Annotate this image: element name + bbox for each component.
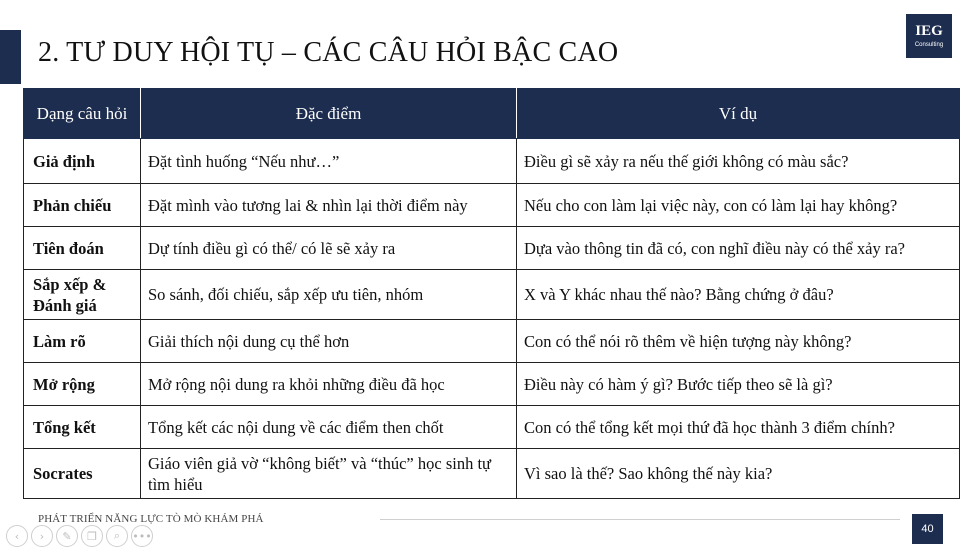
example-cell: Điều gì sẽ xảy ra nếu thế giới không có màu sắc? xyxy=(517,139,960,184)
logo-sub-text: Consulting xyxy=(914,42,944,48)
example-cell: Điều này có hàm ý gì? Bước tiếp theo sẽ là gì? xyxy=(517,363,960,406)
title-accent-bar xyxy=(0,30,21,84)
table-row xyxy=(24,227,960,270)
pen-icon[interactable]: ✎ xyxy=(56,525,78,547)
table-row xyxy=(24,363,960,406)
slides-overview-icon[interactable]: ❐ xyxy=(81,525,103,547)
question-type-cell: Mở rộng xyxy=(24,363,141,406)
zoom-icon[interactable]: ⌕ xyxy=(106,525,128,547)
more-options-icon[interactable]: ••• xyxy=(131,525,153,547)
table-header-row xyxy=(24,89,960,139)
question-type-cell: Làm rõ xyxy=(24,320,141,363)
table-row xyxy=(24,449,960,499)
example-cell: Dựa vào thông tin đã có, con nghĩ điều này có thể xảy ra? xyxy=(517,227,960,270)
question-type-cell: Socrates xyxy=(24,449,141,499)
table-row xyxy=(24,184,960,227)
feature-cell: So sánh, đối chiếu, sắp xếp ưu tiên, nhóm xyxy=(141,270,517,320)
previous-slide-icon[interactable]: ‹ xyxy=(6,525,28,547)
example-cell: Vì sao là thế? Sao không thế này kia? xyxy=(517,449,960,499)
feature-cell: Đặt mình vào tương lai & nhìn lại thời điểm này xyxy=(141,184,517,227)
page-number: 40 xyxy=(912,514,943,544)
table-row xyxy=(24,270,960,320)
slide-title: 2. TƯ DUY HỘI TỤ – CÁC CÂU HỎI BẬC CAO xyxy=(38,37,619,68)
footer-divider xyxy=(380,519,900,520)
feature-cell: Dự tính điều gì có thể/ có lẽ sẽ xảy ra xyxy=(141,227,517,270)
feature-cell: Tổng kết các nội dung về các điểm then chốt xyxy=(141,406,517,449)
question-type-cell: Phản chiếu xyxy=(24,184,141,227)
question-type-cell: Tổng kết xyxy=(24,406,141,449)
ieg-logo xyxy=(906,14,952,58)
table-row xyxy=(24,406,960,449)
feature-cell: Mở rộng nội dung ra khỏi những điều đã học xyxy=(141,363,517,406)
example-cell: X và Y khác nhau thế nào? Bằng chứng ở đâu? xyxy=(517,270,960,320)
example-cell: Con có thể nói rõ thêm về hiện tượng này không? xyxy=(517,320,960,363)
header-example: Ví dụ xyxy=(517,89,960,139)
question-type-cell: Giả định xyxy=(24,139,141,184)
next-slide-icon[interactable]: › xyxy=(31,525,53,547)
table-row xyxy=(24,139,960,184)
table-row xyxy=(24,320,960,363)
example-cell: Con có thể tổng kết mọi thứ đã học thành 3 điểm chính? xyxy=(517,406,960,449)
feature-cell: Đặt tình huống “Nếu như…” xyxy=(141,139,517,184)
feature-cell: Giải thích nội dung cụ thể hơn xyxy=(141,320,517,363)
example-cell: Nếu cho con làm lại việc này, con có làm lại hay không? xyxy=(517,184,960,227)
header-feature: Đặc điểm xyxy=(141,89,517,139)
header-question-type: Dạng câu hỏi xyxy=(24,89,141,139)
question-types-table xyxy=(23,88,960,499)
feature-cell: Giáo viên giả vờ “không biết” và “thúc” học sinh tự tìm hiểu xyxy=(141,449,517,499)
question-type-cell: Tiên đoán xyxy=(24,227,141,270)
footer-section-title: PHÁT TRIỂN NĂNG LỰC TÒ MÒ KHÁM PHÁ xyxy=(38,513,264,525)
slide-toolbar xyxy=(6,525,153,547)
logo-main-text: IEG xyxy=(915,23,943,39)
question-type-cell: Sắp xếp & Đánh giá xyxy=(24,270,141,320)
